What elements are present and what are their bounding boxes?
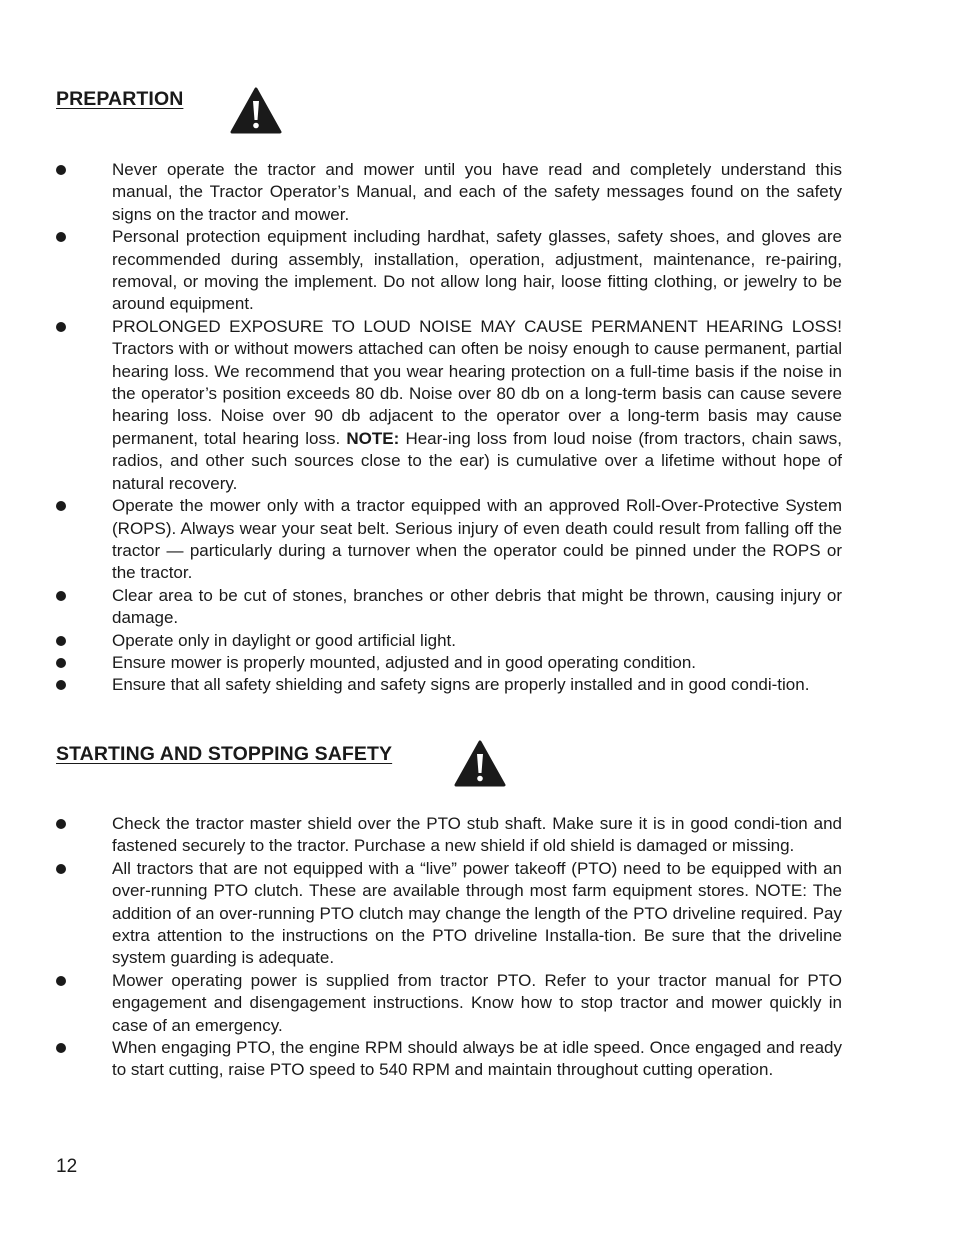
bullet-dot-icon <box>56 501 66 511</box>
bullet-dot-icon <box>56 864 66 874</box>
section-heading-starting-stopping-safety: STARTING AND STOPPING SAFETY <box>56 743 393 765</box>
list-item: Operate only in daylight or good artificial light. <box>56 630 842 652</box>
bullet-dot-icon <box>56 819 66 829</box>
note-label: NOTE: <box>346 428 400 448</box>
section-heading-preparation: PREPARTION <box>56 88 184 110</box>
bullet-dot-icon <box>56 636 66 646</box>
bullet-dot-icon <box>56 591 66 601</box>
starting-stopping-list <box>56 813 842 1082</box>
list-item: Check the tractor master shield over the PTO stub shaft. Make sure it is in good condi-tion and fastened securely to the tractor. Purchase a new shield if old shield is damaged or missing. <box>56 813 842 858</box>
list-item: When engaging PTO, the engine RPM should always be at idle speed. Once engaged and ready to start cutting, raise PTO speed to 540 RPM and maintain throughout cutting operation. <box>56 1037 842 1082</box>
bullet-dot-icon <box>56 1043 66 1053</box>
list-item: Ensure that all safety shielding and safety signs are properly installed and in good condi-tion. <box>56 674 842 696</box>
bullet-dot-icon <box>56 976 66 986</box>
bullet-dot-icon <box>56 165 66 175</box>
list-item: Ensure mower is properly mounted, adjusted and in good operating condition. <box>56 652 842 674</box>
list-item: All tractors that are not equipped with a “live” power takeoff (PTO) need to be equipped with an over-running PTO clutch. These are available through most farm equipment stores. NOTE: The addition of an over-running PTO clutch may change the length of the PTO driveline required. Pay extra attention to the instructions on the PTO driveline Installa-tion. Be sure that the driveline system guarding is adequate. <box>56 858 842 970</box>
warning-triangle-icon <box>454 740 506 787</box>
warning-triangle-icon <box>230 87 282 134</box>
bullet-dot-icon <box>56 658 66 668</box>
bullet-dot-icon <box>56 322 66 332</box>
preparation-list <box>56 159 842 697</box>
bullet-dot-icon <box>56 232 66 242</box>
list-item: Mower operating power is supplied from tractor PTO. Refer to your tractor manual for PTO engagement and disengagement instructions. Know how to stop tractor and mower quickly in case of an emergency. <box>56 970 842 1037</box>
list-item: PROLONGED EXPOSURE TO LOUD NOISE MAY CAUSE PERMANENT HEARING LOSS! Tractors with or without mowers attached can often be noisy enough to cause permanent, partial hearing loss. We recommend that you wear hearing protection on a full-time basis if the noise in the operator’s position exceeds 80 db. Noise over 80 db on a long-term basis can cause severe hearing loss. Noise over 90 db adjacent to the operator over a long-term basis may cause permanent, total hearing loss. NOTE: Hear-ing loss from loud noise (from tractors, chain saws, radios, and other such sources close to the ear) is cumulative over a lifetime without hope of natural recovery. <box>56 316 842 495</box>
list-item: Operate the mower only with a tractor equipped with an approved Roll-Over-Protective System (ROPS). Always wear your seat belt. Serious injury of even death could result from falling off the tractor — particularly during a turnover when the operator could be pinned under the ROPS or the tractor. <box>56 495 842 585</box>
list-item: Personal protection equipment including hardhat, safety glasses, safety shoes, and gloves are recommended during assembly, installation, operation, adjustment, maintenance, re-pairing, removal, or moving the implement. Do not allow long hair, loose fitting clothing, or jewelry to be around equipment. <box>56 226 842 316</box>
list-item: Clear area to be cut of stones, branches or other debris that might be thrown, causing injury or damage. <box>56 585 842 630</box>
bullet-dot-icon <box>56 680 66 690</box>
page-number: 12 <box>56 1156 78 1177</box>
list-item: Never operate the tractor and mower until you have read and completely understand this manual, the Tractor Operator’s Manual, and each of the safety messages found on the safety signs on the tractor and mower. <box>56 159 842 226</box>
